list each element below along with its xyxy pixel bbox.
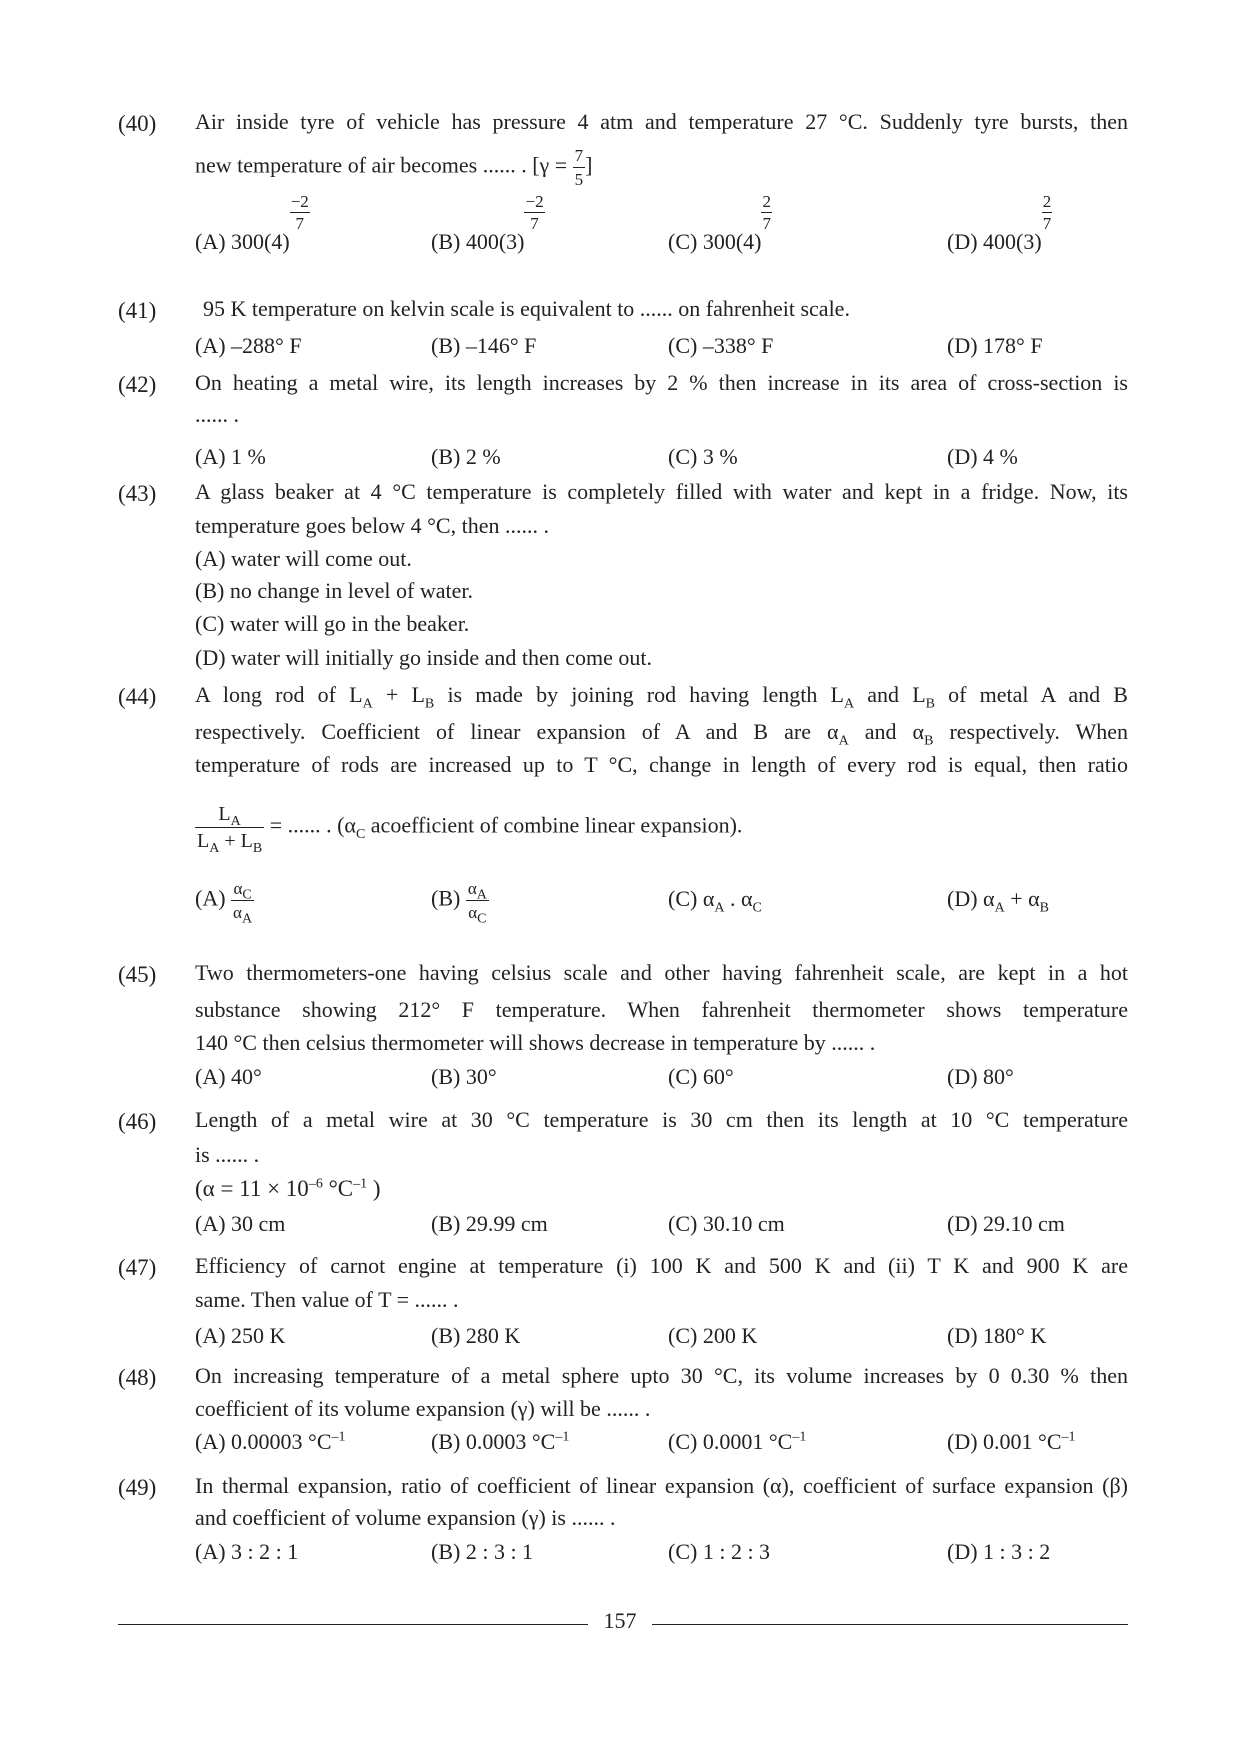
question-text: is ...... . <box>195 1142 260 1167</box>
option-d[interactable]: (D) 4 % <box>947 444 1018 469</box>
question-number: (43) <box>118 481 157 506</box>
option-c[interactable]: (C) 30.10 cm <box>668 1211 785 1236</box>
question-text: In thermal expansion, ratio of coefficient of linear expansion (α), coefficient of surface expansion (β) <box>195 1473 1128 1498</box>
option-a[interactable]: (A) 250 K <box>195 1323 286 1348</box>
question-text: On heating a metal wire, its length increases by 2 % then increase in its area of cross-section is <box>195 370 1128 395</box>
option-b[interactable]: (B) no change in level of water. <box>195 578 473 603</box>
option-d[interactable]: (D) 180° K <box>947 1323 1047 1348</box>
option-a[interactable]: (A) 40° <box>195 1064 262 1089</box>
question-number: (45) <box>118 962 157 987</box>
question-number: (48) <box>118 1365 157 1390</box>
option-b[interactable]: (B) $\frac{\alpha_A}{\alpha_C}$ <box>431 879 487 927</box>
question-text: Length of a metal wire at 30 °C temperature is 30 cm then its length at 10 °C temperature <box>195 1107 1128 1132</box>
option-b[interactable]: (B) 2 : 3 : 1 <box>431 1539 534 1564</box>
option-c[interactable]: (C) 200 K <box>668 1323 758 1348</box>
option-a[interactable]: (A) 0.00003 $^\circ C^{-1}$ <box>195 1429 346 1454</box>
footer-rule-left <box>118 1624 588 1625</box>
option-c[interactable]: (C) 1 : 2 : 3 <box>668 1539 771 1564</box>
question-text: Two thermometers-one having celsius scale and other having fahrenheit scale, are kept in a hot <box>195 960 1128 985</box>
question-text: A long rod of $L_A + L_B$ is made by joining rod having length $L_A$ and $L_B$ of metal A and B <box>195 682 1128 712</box>
option-a[interactable]: (A) 3 : 2 : 1 <box>195 1539 299 1564</box>
option-b[interactable]: (B) 30° <box>431 1064 497 1089</box>
question-text: coefficient of its volume expansion (γ) will be ...... . <box>195 1396 651 1421</box>
option-a[interactable]: (A) $\frac{\alpha_C}{\alpha_A}$ <box>195 879 253 927</box>
option-d[interactable]: (D) water will initially go inside and then come out. <box>195 645 653 670</box>
option-a[interactable]: (A) 1 % <box>195 444 266 469</box>
question-text: new temperature of air becomes ...... . [γ = $\frac{7}{5}$ ] <box>195 146 593 189</box>
option-b[interactable]: (B) 280 K <box>431 1323 521 1348</box>
question-text: respectively. Coefficient of linear expansion of A and B are $\alpha_A$ and $\alpha_B$ respectively. When <box>195 719 1128 749</box>
question-text: and coefficient of volume expansion (γ) is ...... . <box>195 1505 616 1530</box>
ratio-expression: $\frac{L_A}{L_A + L_B}$ = ...... . ($\alpha_C$ acoefficient of combine linear expansion). <box>197 803 743 856</box>
option-c[interactable]: (C) 300(4) 2 7 <box>668 192 771 254</box>
option-a[interactable]: (A) 300(4) −2 7 <box>195 192 309 254</box>
question-text: A glass beaker at 4 °C temperature is completely filled with water and kept in a fridge. Now, its <box>195 479 1128 504</box>
question-text: substance showing 212° F temperature. When fahrenheit thermometer shows temperature <box>195 997 1128 1022</box>
option-a[interactable]: (A) water will come out. <box>195 546 412 571</box>
alpha-value: ($\alpha = 11 \times 10^{-6}$ $^\circ C^{-1}$ ) <box>195 1176 381 1201</box>
question-text: temperature of rods are increased up to T °C, change in length of every rod is equal, then ratio <box>195 752 1128 777</box>
option-c[interactable]: (C) water will go in the beaker. <box>195 611 470 636</box>
option-b[interactable]: (B) 400(3) −2 7 <box>431 192 544 254</box>
question-number: (46) <box>118 1109 157 1134</box>
question-number: (49) <box>118 1475 157 1500</box>
question-number: (42) <box>118 372 157 397</box>
question-text: Air inside tyre of vehicle has pressure 4 atm and temperature 27 °C. Suddenly tyre bursts, then <box>195 109 1128 134</box>
footer-rule-right <box>652 1624 1128 1625</box>
option-c[interactable]: (C) 3 % <box>668 444 738 469</box>
question-text: On increasing temperature of a metal sphere upto 30 °C, its volume increases by 0 0.30 % then <box>195 1363 1128 1388</box>
question-number: (41) <box>118 298 157 323</box>
option-c[interactable]: (C) 0.0001 $^\circ C^{-1}$ <box>668 1429 807 1454</box>
question-number: (40) <box>118 111 157 136</box>
option-a[interactable]: (A) –288° F <box>195 333 302 358</box>
option-d[interactable]: (D) 29.10 cm <box>947 1211 1065 1236</box>
option-d[interactable]: (D) 178° F <box>947 333 1043 358</box>
option-d[interactable]: (D) 80° <box>947 1064 1014 1089</box>
page-number: 157 <box>603 1608 637 1633</box>
option-b[interactable]: (B) –146° F <box>431 333 537 358</box>
option-d[interactable]: (D) 1 : 3 : 2 <box>947 1539 1051 1564</box>
option-b[interactable]: (B) 29.99 cm <box>431 1211 548 1236</box>
question-text: same. Then value of T = ...... . <box>195 1287 459 1312</box>
question-text: Efficiency of carnot engine at temperature (i) 100 K and 500 K and (ii) T K and 900 K are <box>195 1253 1128 1278</box>
question-text: ...... . <box>195 402 239 427</box>
option-b[interactable]: (B) 0.0003 $^\circ C^{-1}$ <box>431 1429 570 1454</box>
question-text: 95 K temperature on kelvin scale is equivalent to ...... on fahrenheit scale. <box>203 296 850 321</box>
question-text: 140 °C then celsius thermometer will shows decrease in temperature by ...... . <box>195 1030 876 1055</box>
option-d[interactable]: (D) $\alpha_A + \alpha_B$ <box>947 886 1049 916</box>
option-c[interactable]: (C) $\alpha_A$ . $\alpha_C$ <box>668 886 762 916</box>
option-b[interactable]: (B) 2 % <box>431 444 501 469</box>
option-d[interactable]: (D) 0.001 $^\circ C^{-1}$ <box>947 1429 1076 1454</box>
question-number: (47) <box>118 1255 157 1280</box>
question-number: (44) <box>118 684 157 709</box>
option-c[interactable]: (C) –338° F <box>668 333 774 358</box>
ratio-fraction: $\frac{L_A}{L_A + L_B}$ <box>197 803 263 856</box>
question-text: temperature goes below 4 °C, then ...... . <box>195 513 549 538</box>
option-a[interactable]: (A) 30 cm <box>195 1211 286 1236</box>
option-c[interactable]: (C) 60° <box>668 1064 734 1089</box>
gamma-fraction: $\frac{7}{5}$ <box>574 146 584 189</box>
option-d[interactable]: (D) 400(3) 2 7 <box>947 192 1052 254</box>
